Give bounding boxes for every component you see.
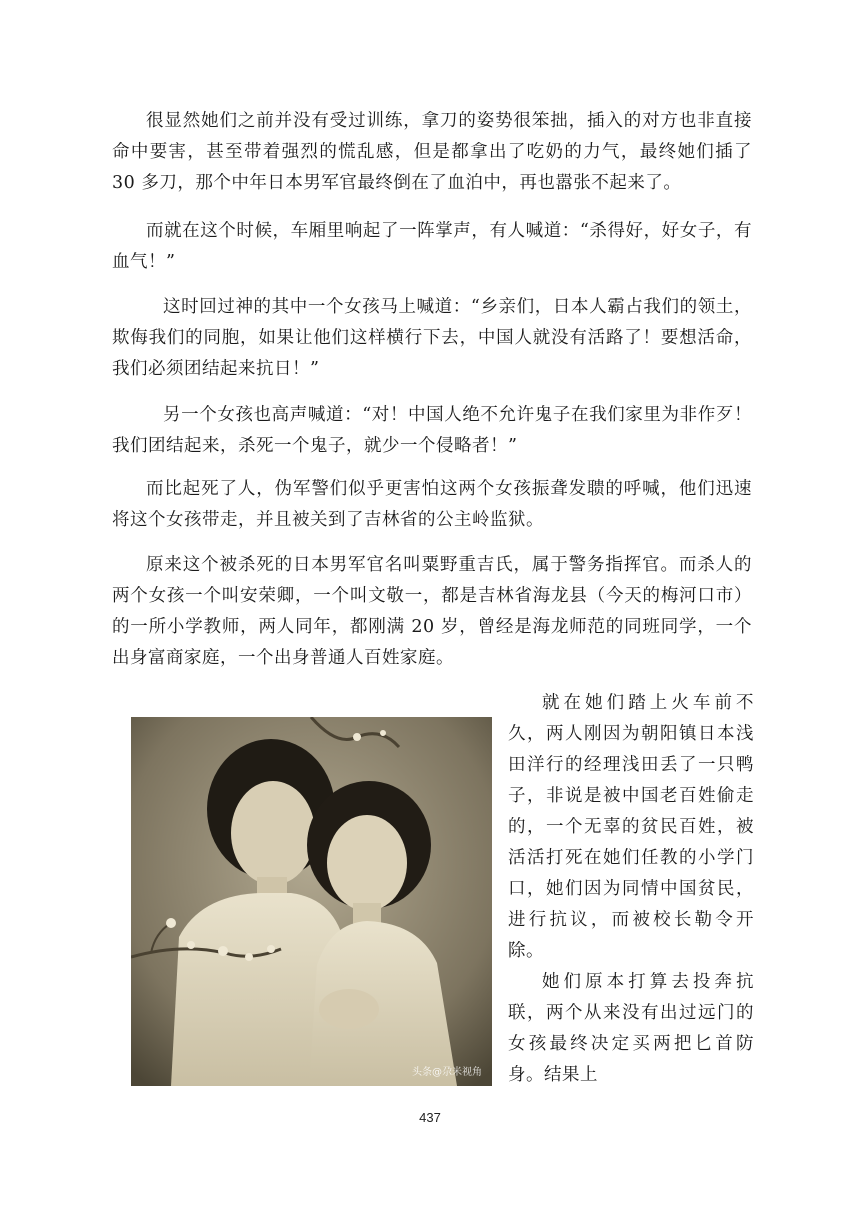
- page-number: 437: [419, 1110, 441, 1125]
- side-paragraph-1: 就在她们踏上火车前不久，两人刚因为朝阳镇日本浅田洋行的经理浅田丢了一只鸭子，非说是被中国老百姓偷走的，一个无辜的贫民百姓，被活活打死在她们任教的小学门口，她们因为同情中国贫民，进行抗议，而被校长勒令开除。: [508, 693, 754, 961]
- paragraph-1: 很显然她们之前并没有受过训练，拿刀的姿势很笨拙，插入的对方也非直接命中要害，甚至带着强烈的慌乱感，但是都拿出了吃奶的力气，最终她们插了 30 多刀，那个中年日本男军官最终倒在了血泊中，再也嚣张不起来了。: [112, 111, 752, 193]
- side-paragraph-2: 她们原本打算去投奔抗联，两个从来没有出过远门的女孩最终决定买两把匕首防身。结果上: [508, 972, 754, 1085]
- photo-watermark: 头条@尕米视角: [412, 1067, 482, 1078]
- paragraph-2: 而就在这个时候，车厢里响起了一阵掌声，有人喊道：“杀得好，好女子，有血气！”: [112, 221, 752, 272]
- paragraph-3: 这时回过神的其中一个女孩马上喊道：“乡亲们，日本人霸占我们的领土，欺侮我们的同胞，如果让他们这样横行下去，中国人就没有活路了！要想活命，我们必须团结起来抗日！”: [112, 297, 752, 379]
- paragraph-6: 原来这个被杀死的日本男军官名叫粟野重吉氏，属于警务指挥官。而杀人的两个女孩一个叫安荣卿，一个叫文敬一，都是吉林省海龙县（今天的梅河口市）的一所小学教师，两人同年，都刚满 20 岁，曾经是海龙师范的同班同学，一个出身富商家庭，一个出身普通人百姓家庭。: [112, 555, 752, 668]
- paragraph-5: 而比起死了人，伪军警们似乎更害怕这两个女孩振聋发聩的呼喊，他们迅速将这个女孩带走，并且被关到了吉林省的公主岭监狱。: [112, 479, 752, 530]
- side-text-column: [508, 688, 754, 1091]
- historical-photo: [131, 717, 492, 1086]
- paragraph-4: 另一个女孩也高声喊道：“对！中国人绝不允许鬼子在我们家里为非作歹！我们团结起来，杀死一个鬼子，就少一个侵略者！”: [112, 405, 752, 456]
- photo-illustration: [131, 717, 492, 1086]
